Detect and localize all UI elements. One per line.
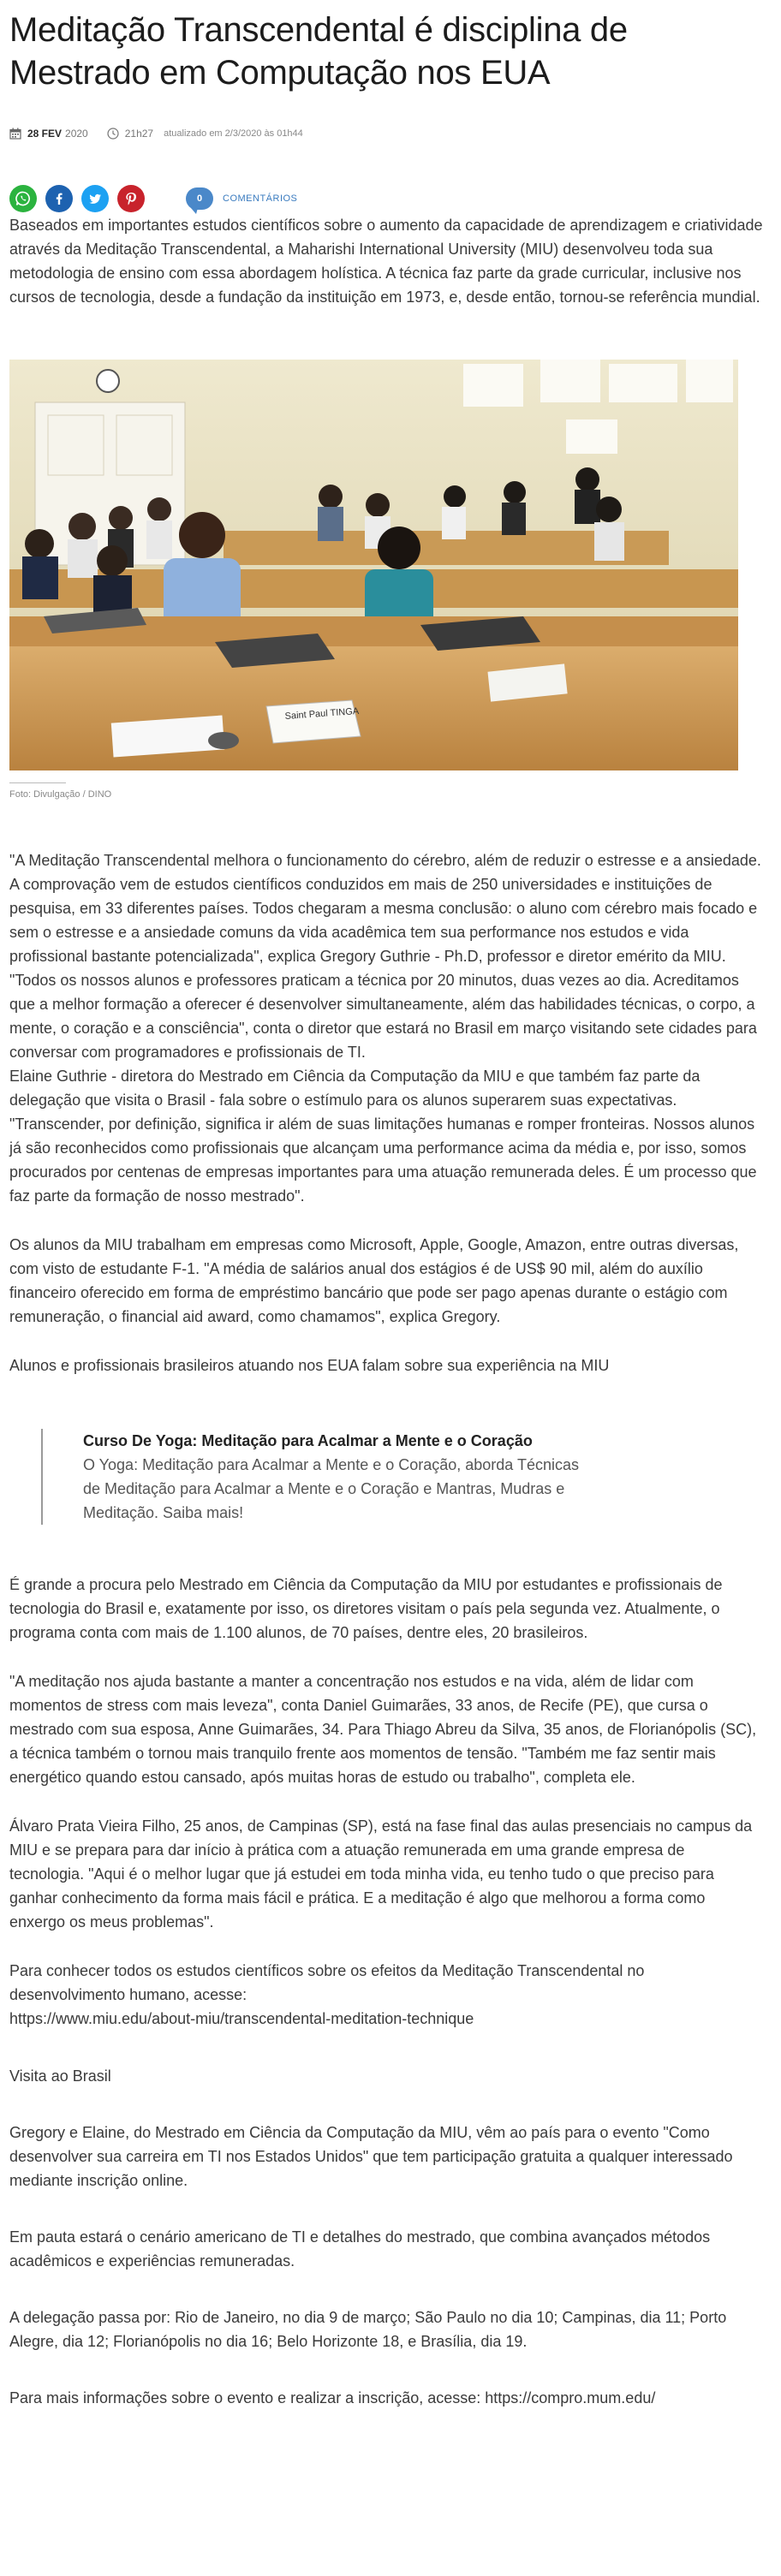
clock-icon [107,128,119,140]
promo-title-link[interactable]: Curso De Yoga: Meditação para Acalmar a Mente e o Coração [83,1432,533,1449]
whatsapp-icon [15,190,32,207]
photo-credit: Foto: Divulgação / DINO [9,789,112,800]
pinterest-icon [122,190,140,207]
comments-label: COMENTÁRIOS [223,193,298,204]
share-bar [9,184,763,213]
promo-text: O Yoga: Meditação para Acalmar a Mente e o Coração, aborda Técnicas de Meditação para Acalmar a Mente e o Coração e Mantras, Mudras e Meditação. Saiba mais! [83,1456,580,1521]
share-facebook-button[interactable] [45,185,73,212]
article-intro: Baseados em importantes estudos científicos sobre o aumento da capacidade de aprendizagem e criatividade através da Meditação Transcendental, a Maharishi International University (MIU) desenvolveu toda sua metodologia de ensino com essa abordagem holística. A técnica faz parte da grade curricular, inclusive nos cursos de tecnologia, desde a fundação da instituição em 1973, e, desde então, tornou-se referência mundial. [9,217,763,306]
calendar-icon [9,128,21,140]
paragraph: "Todos os nossos alunos e professores praticam a técnica por 20 minutos, duas vezes ao dia. Acreditamos que a melhor formação a oferecer é desenvolver simultaneamente, além das habilidades técnicas, o corpo, a mente, o coração e a consciência", conta o diretor que estará no Brasil em março visitando sete cidades para conversar com programadores e profissionais de TI. [9,972,757,1061]
comments-link[interactable] [186,187,297,210]
classroom-meditation-image [9,360,738,770]
credit-divider [9,782,66,783]
share-whatsapp-button[interactable] [9,185,37,212]
publish-time: 21h27 [124,128,154,140]
share-twitter-button[interactable] [81,185,109,212]
updated-time: atualizado em 2/3/2020 às 01h44 [164,128,303,139]
paragraph: Para conhecer todos os estudos científicos sobre os efeitos da Meditação Transcendental no desenvolvimento humano, acesse: [9,1962,645,2003]
section-subheading: Visita ao Brasil [9,2067,111,2085]
paragraph: "A Meditação Transcendental melhora o funcionamento do cérebro, além de reduzir o estresse e a ansiedade. A comprovação vem de estudos científicos conduzidos em mais de 250 universidades e instituições de pesquisa, em 33 diferentes países. Todos chegaram a mesma conclusão: o aluno com cérebro mais focado e sem o estresse e a ansiedade comuns da vida acadêmica tem sua performance nos estudos e vida profissional bastante potencializada", explica Gregory Guthrie - Ph.D, professor e diretor emérito da MIU. [9,852,761,965]
article-title: Meditação Transcendental é disciplina de Mestrado em Computação nos EUA [9,11,628,92]
paragraph: Gregory e Elaine, do Mestrado em Ciência da Computação da MIU, vêm ao país para o evento "Como desenvolver sua carreira em TI nos Estados Unidos" que tem participação gratuita a qualquer interessado mediante inscrição online. [9,2124,733,2189]
paragraph: Alunos e profissionais brasileiros atuando nos EUA falam sobre sua experiência na MIU [9,1357,610,1374]
photo-placard: Saint Paul TINGA [284,705,360,722]
paragraph: Álvaro Prata Vieira Filho, 25 anos, de Campinas (SP), está na fase final das aulas presenciais no campus da MIU e se prepara para dar início à prática com a atuação remunerada em uma grande empresa de tecnologia. "Aqui é o melhor lugar que já estudei em toda minha vida, eu tenho tudo o que preciso para ganhar conhecimento da forma mais fácil e prática. E a meditação é algo que melhorou a forma como enxergo os meus problemas". [9,1817,753,1931]
paragraph: A delegação passa por: Rio de Janeiro, no dia 9 de março; São Paulo no dia 10; Campinas, dia 11; Porto Alegre, dia 12; Florianópolis no dia 16; Belo Horizonte 18, e Brasília, dia 19. [9,2309,727,2350]
publish-date: 28 FEV [27,128,63,140]
comments-count: 0 [196,193,203,204]
paragraph: Os alunos da MIU trabalham em empresas como Microsoft, Apple, Google, Amazon, entre outras diversas, com visto de estudante F-1. "A média de salários anual dos estágios é de US$ 90 mil, além do auxílio financeiro oferecido em forma de empréstimo bancário que pode ser pago apenas durante o estágio com remuneração, o financial aid award, como chamamos", explica Gregory. [9,1236,739,1325]
twitter-icon [86,190,104,207]
article-photo [9,360,738,770]
related-course-promo [41,1429,597,1525]
paragraph: Para mais informações sobre o evento e realizar a inscrição, acesse: https://compro.mum.edu/ [9,2389,656,2406]
publish-year: 2020 [65,128,88,140]
paragraph: Elaine Guthrie - diretora do Mestrado em Ciência da Computação da MIU e que também faz parte da delegação que visita o Brasil - fala sobre o estímulo para os alunos superarem suas expectativas. "Transcender, por definição, significa ir além de suas limitações humanas e romper fronteiras. Nossos alunos já são reconhecidos como profissionais que alcançam uma performance acima da média e, por isso, somos procurados por centenas de empresas importantes para uma atuação remunerada deles. É um processo que faz parte da formação de nosso mestrado". [9,1068,757,1205]
article-page [0,9,763,2410]
paragraph: É grande a procura pelo Mestrado em Ciência da Computação da MIU por estudantes e profissionais de tecnologia do Brasil e, exatamente por isso, os diretores visitam o país pela segunda vez. Atualmente, o programa conta com mais de 1.100 alunos, de 70 países, dentre eles, 20 brasileiros. [9,1576,723,1641]
article-meta [9,125,763,142]
comment-bubble-icon [186,187,213,210]
paragraph: "A meditação nos ajuda bastante a manter a concentração nos estudos e na vida, além de lidar com momentos de stress com mais leveza", conta Daniel Guimarães, 33 anos, de Recife (PE), que cursa o mestrado com sua esposa, Anne Guimarães, 34. Para Thiago Abreu da Silva, 35 anos, de Florianópolis (SC), a técnica também o tornou mais tranquilo frente aos momentos de tensão. "Também me faz sentir mais energético quando estou cansado, após muitas horas de estudo ou trabalho", completa ele. [9,1673,757,1786]
share-pinterest-button[interactable] [117,185,145,212]
miu-link[interactable]: https://www.miu.edu/about-miu/transcendental-meditation-technique [9,2010,474,2027]
paragraph: Em pauta estará o cenário americano de TI e detalhes do mestrado, que combina avançados métodos acadêmicos e experiências remuneradas. [9,2228,711,2270]
facebook-icon [51,190,68,207]
